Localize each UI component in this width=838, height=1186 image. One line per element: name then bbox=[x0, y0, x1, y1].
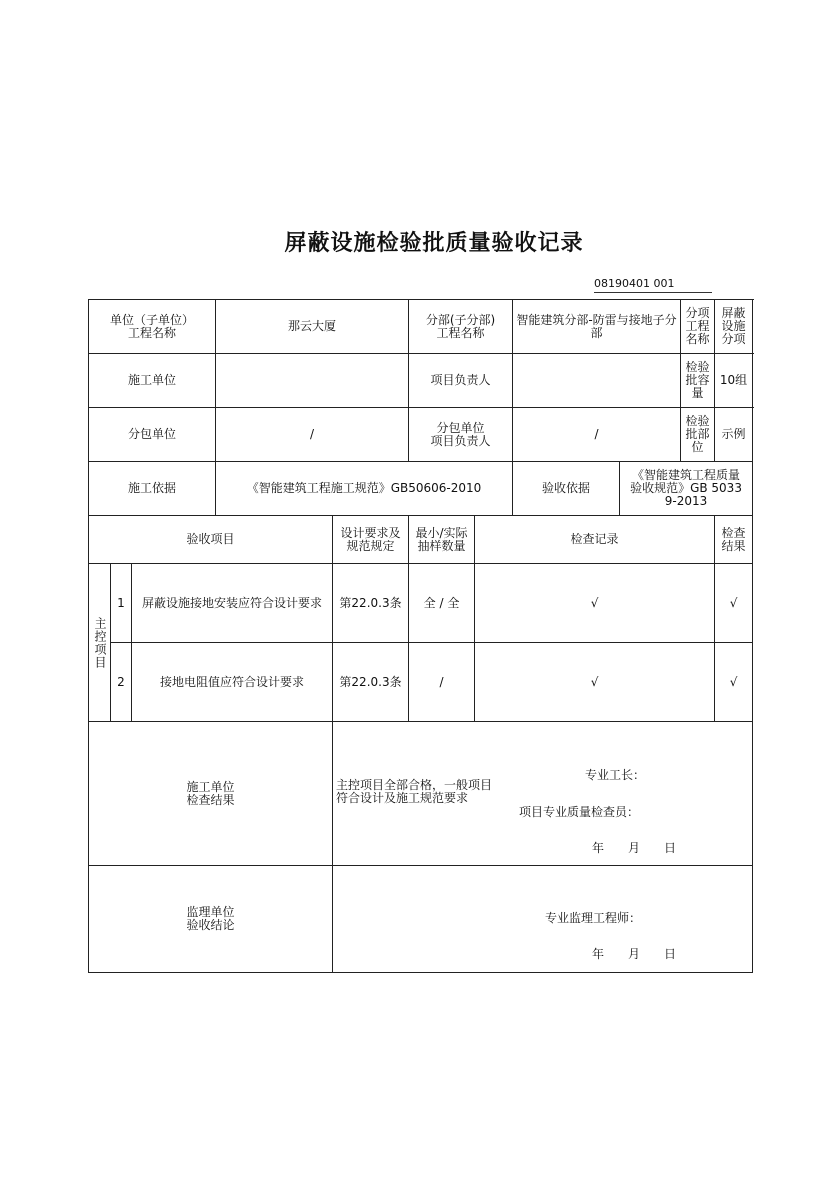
contractor-conclusion: 主控项目全部合格，一般项目符合设计及施工规范要求 bbox=[336, 778, 493, 805]
document-number: 08190401 001 bbox=[594, 277, 712, 293]
acceptance-basis-value: 《智能建筑工程质量验收规范》GB 50339-2013 bbox=[620, 462, 753, 516]
supervision-date: 年 月 日 bbox=[592, 947, 677, 961]
quality-inspector-label: 项目专业质量检查员： bbox=[519, 805, 640, 819]
page-title: 屏蔽设施检验批质量验收记录 bbox=[284, 230, 584, 256]
batch-location-label: 检验批部位 bbox=[681, 408, 715, 462]
contractor-date: 年 月 日 bbox=[592, 841, 677, 855]
col-acceptance-item: 验收项目 bbox=[89, 516, 333, 564]
col-sampling-quantity: 最小/实际抽样数量 bbox=[409, 516, 475, 564]
sub-pm-label: 分包单位 项目负责人 bbox=[409, 408, 513, 462]
division-name-label: 分部(子分部) 工程名称 bbox=[409, 300, 513, 354]
item-sampling: / bbox=[409, 643, 475, 722]
main-control-label: 主控项目 bbox=[89, 564, 111, 722]
subcontractor-label: 分包单位 bbox=[89, 408, 216, 462]
item-sampling: 全 / 全 bbox=[409, 564, 475, 643]
subitem-name-value: 屏蔽设施分项 bbox=[715, 300, 753, 354]
col-inspection-record: 检查记录 bbox=[475, 516, 715, 564]
contractor-value bbox=[216, 354, 409, 408]
item-description: 屏蔽设施接地安装应符合设计要求 bbox=[132, 564, 333, 643]
supervising-engineer-label: 专业监理工程师： bbox=[545, 911, 642, 925]
unit-name-label: 单位（子单位） 工程名称 bbox=[89, 300, 216, 354]
construction-basis-label: 施工依据 bbox=[89, 462, 216, 516]
item-number: 2 bbox=[111, 643, 132, 722]
item-result: √ bbox=[715, 564, 753, 643]
item-number: 1 bbox=[111, 564, 132, 643]
contractor-check-label: 施工单位 检查结果 bbox=[89, 722, 333, 866]
item-result: √ bbox=[715, 643, 753, 722]
item-record: √ bbox=[475, 564, 715, 643]
sub-pm-value: / bbox=[513, 408, 681, 462]
foreman-signature-label: 专业工长： bbox=[585, 768, 646, 782]
supervision-content bbox=[333, 866, 753, 973]
inspection-form-table bbox=[88, 299, 753, 973]
project-manager-label: 项目负责人 bbox=[409, 354, 513, 408]
project-manager-value bbox=[513, 354, 681, 408]
item-record: √ bbox=[475, 643, 715, 722]
subcontractor-value: / bbox=[216, 408, 409, 462]
subitem-name-label: 分项工程名称 bbox=[681, 300, 715, 354]
batch-capacity-value: 10组 bbox=[715, 354, 753, 408]
unit-name-value: 那云大厦 bbox=[216, 300, 409, 354]
batch-capacity-label: 检验批容量 bbox=[681, 354, 715, 408]
item-clause: 第22.0.3条 bbox=[333, 643, 409, 722]
col-design-requirement: 设计要求及规范规定 bbox=[333, 516, 409, 564]
batch-location-value: 示例 bbox=[715, 408, 753, 462]
acceptance-basis-label: 验收依据 bbox=[513, 462, 620, 516]
item-description: 接地电阻值应符合设计要求 bbox=[132, 643, 333, 722]
item-clause: 第22.0.3条 bbox=[333, 564, 409, 643]
contractor-check-content bbox=[333, 722, 753, 866]
construction-basis-value: 《智能建筑工程施工规范》GB50606-2010 bbox=[216, 462, 513, 516]
division-name-value: 智能建筑分部-防雷与接地子分部 bbox=[513, 300, 681, 354]
col-inspection-result: 检查结果 bbox=[715, 516, 753, 564]
supervision-label: 监理单位 验收结论 bbox=[89, 866, 333, 973]
contractor-label: 施工单位 bbox=[89, 354, 216, 408]
